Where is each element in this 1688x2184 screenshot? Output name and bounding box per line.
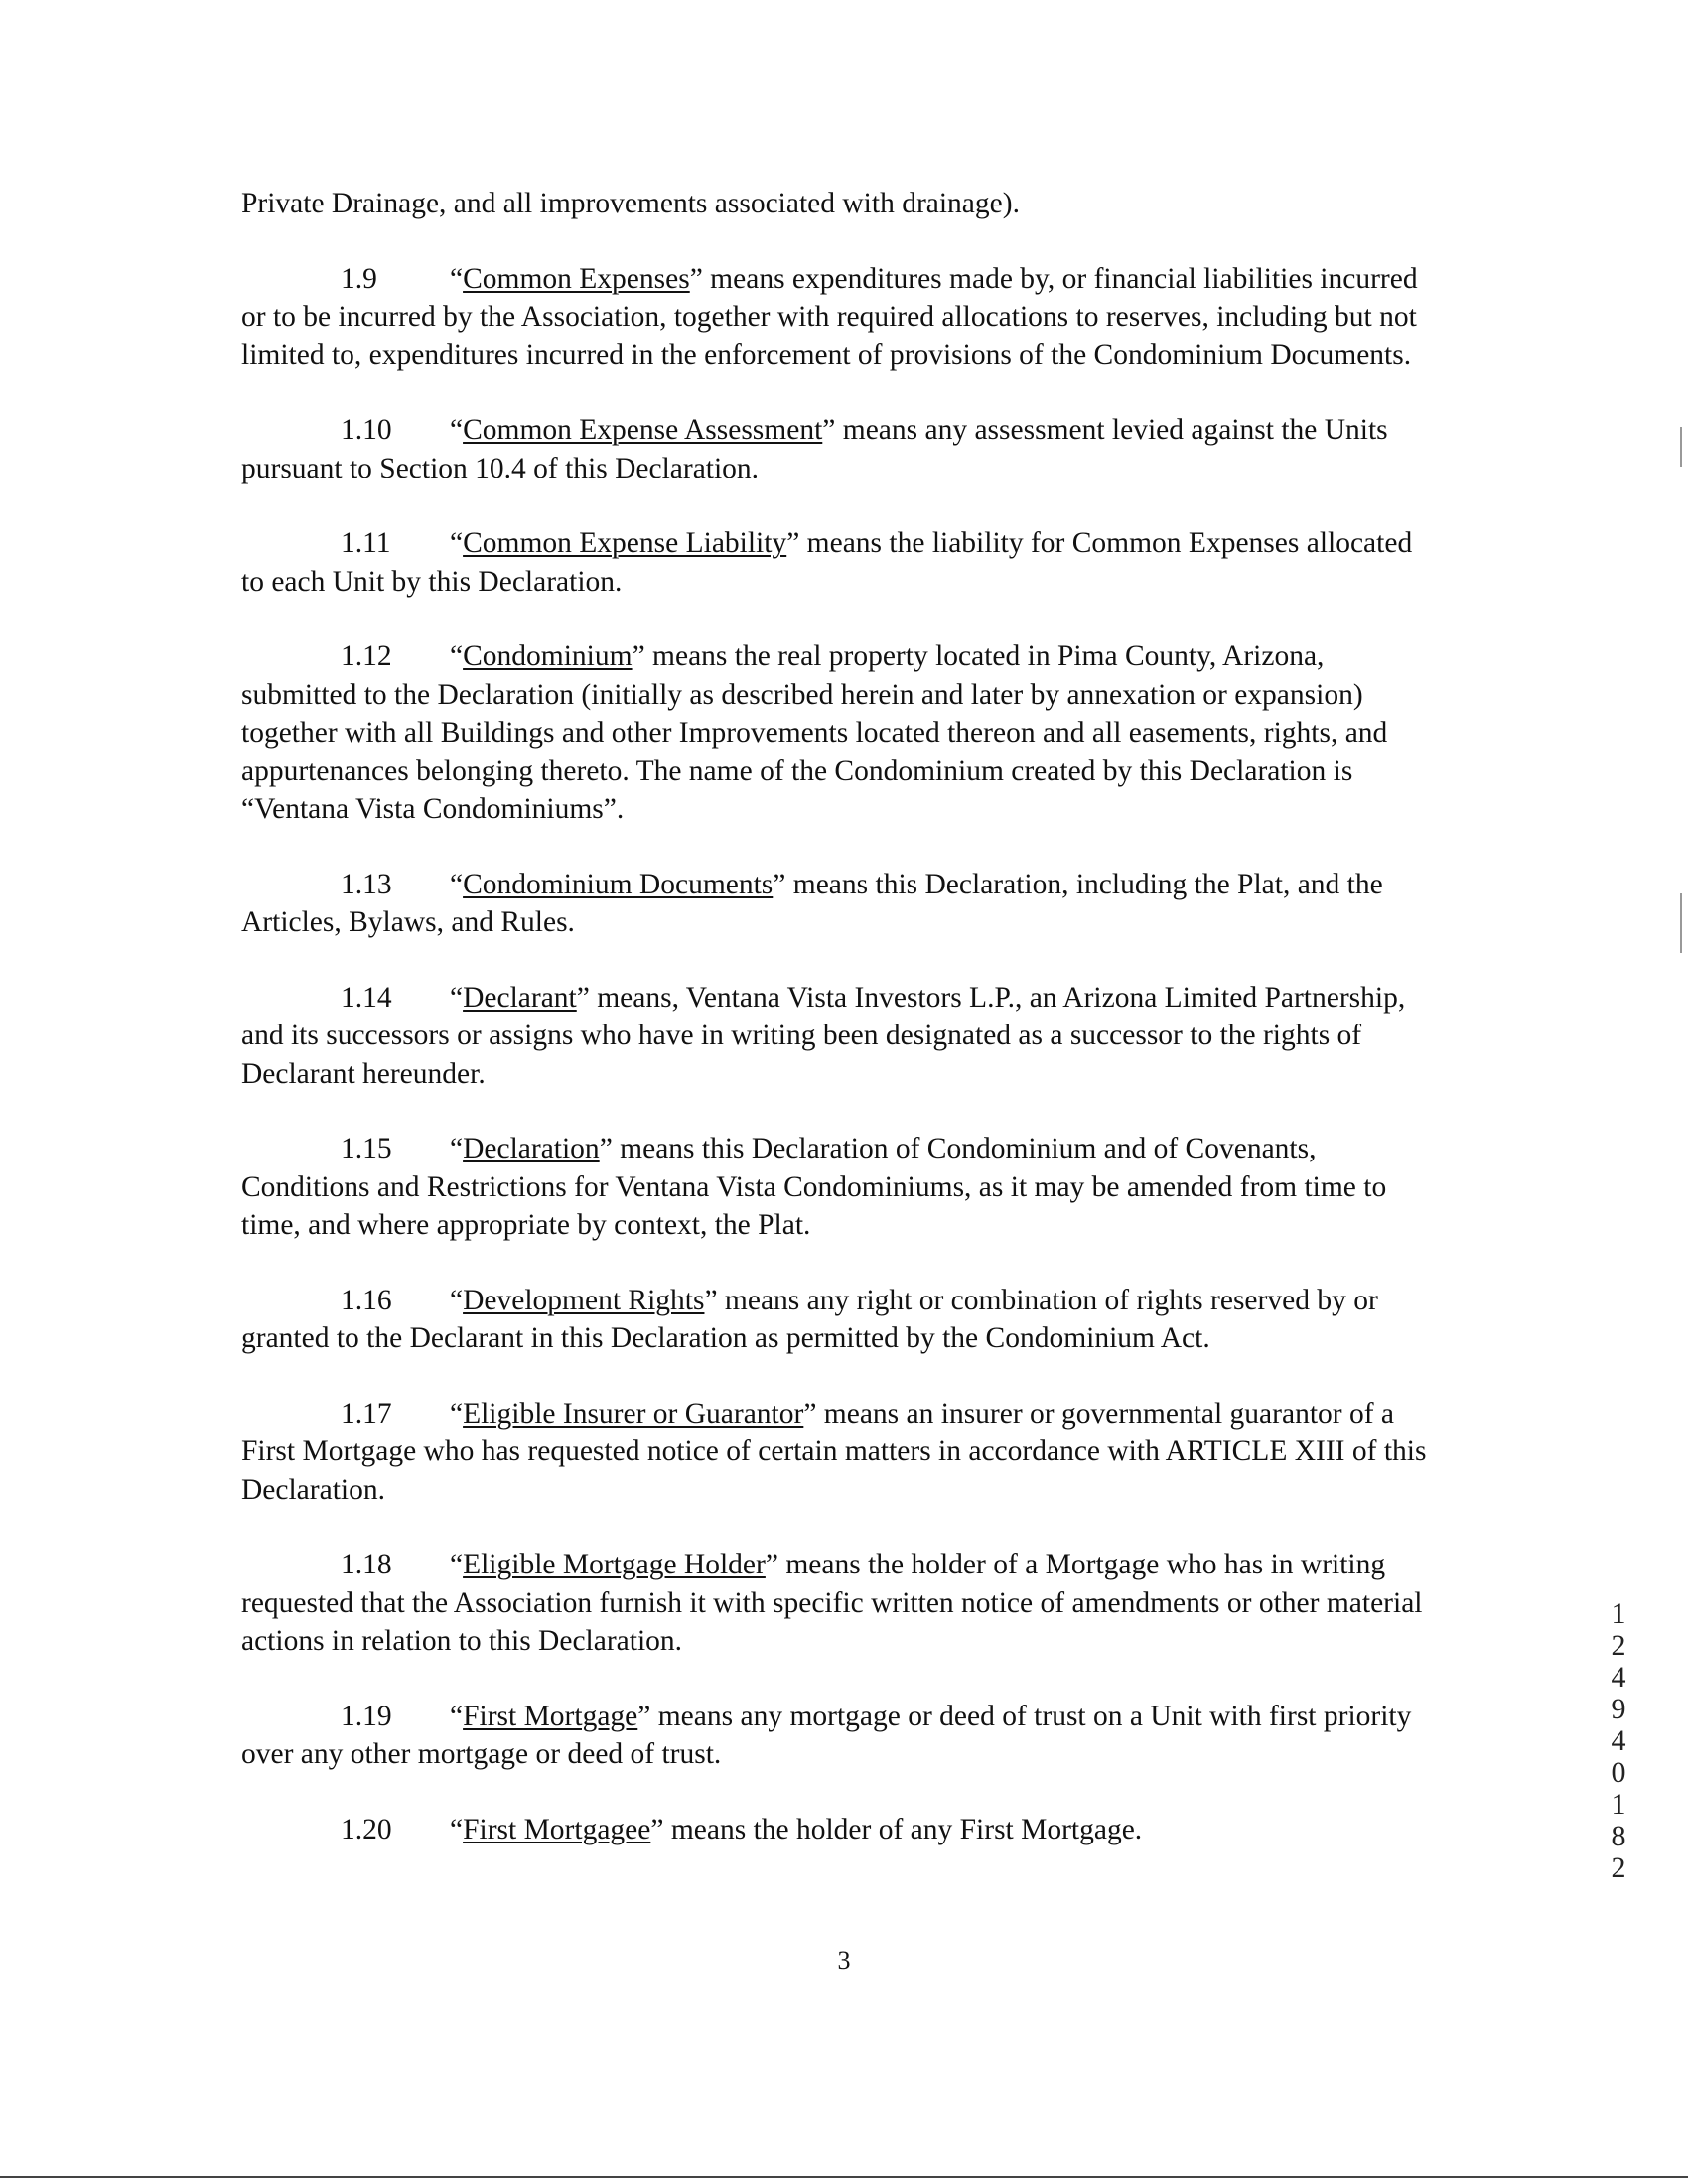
document-body <box>241 185 1433 1885</box>
scan-bottom-line <box>0 2176 1688 2178</box>
definition-text: ” means the holder of any First Mortgage. <box>650 1813 1143 1845</box>
open-quote: “ <box>450 1397 464 1430</box>
definition-number: 1.18 <box>341 1549 392 1580</box>
recording-number-stamp <box>1599 1597 1638 1884</box>
definition-text: ” means any right or combination of rights reserved by or granted to the Declarant in this Declaration as permitted by the Condominium Act. <box>241 1284 1378 1354</box>
definition-item <box>241 637 1433 829</box>
definition-item <box>241 1811 1433 1849</box>
definition-term: Condominium <box>463 640 633 672</box>
open-quote: “ <box>450 1133 464 1164</box>
definition-text: ” means this Declaration of Condominium and of Covenants, Conditions and Restrictions for Ventana Vista Condominiums, as it may be amended from time to time, and where appropriate by context, the Plat. <box>241 1133 1387 1241</box>
definition-term: Common Expenses <box>463 262 690 295</box>
definition-item <box>241 1546 1433 1661</box>
definition-number: 1.12 <box>341 640 392 672</box>
stamp-digit: 4 <box>1611 1724 1626 1757</box>
definition-number: 1.17 <box>341 1397 392 1430</box>
open-quote: “ <box>450 640 464 672</box>
definition-number: 1.13 <box>341 868 392 900</box>
definition-term: First Mortgagee <box>463 1813 651 1845</box>
definition-number: 1.9 <box>341 262 377 295</box>
stamp-digit: 0 <box>1611 1756 1626 1789</box>
open-quote: “ <box>450 1700 464 1732</box>
scan-edge-mark <box>1680 427 1682 467</box>
stamp-digit: 9 <box>1611 1693 1626 1725</box>
definition-term: Common Expense Assessment <box>463 414 823 446</box>
definition-number: 1.19 <box>341 1700 392 1732</box>
stamp-digit: 2 <box>1611 1629 1626 1662</box>
intro-paragraph: Private Drainage, and all improvements associated with drainage). <box>241 188 1020 219</box>
definition-item <box>241 866 1433 942</box>
page-number: 3 <box>837 1946 851 1975</box>
definition-term: Development Rights <box>463 1284 705 1316</box>
definition-number: 1.10 <box>341 414 392 446</box>
definition-term: Eligible Insurer or Guarantor <box>463 1397 804 1430</box>
definition-text: ” means any mortgage or deed of trust on a Unit with first priority over any other mortgage or deed of trust. <box>241 1700 1412 1770</box>
definition-term: First Mortgage <box>463 1700 638 1732</box>
open-quote: “ <box>450 1284 464 1316</box>
scan-edge-mark <box>1680 893 1682 953</box>
definition-text: ” means expenditures made by, or financial liabilities incurred or to be incurred by the Association, together with required allocations to reserves, including but not limited to, expenditures incurred in the enforcement of provisions of the Condominium Documents. <box>241 262 1418 371</box>
definition-term: Eligible Mortgage Holder <box>463 1549 766 1580</box>
definition-number: 1.15 <box>341 1133 392 1164</box>
stamp-digit: 8 <box>1611 1820 1626 1852</box>
definition-text: ” means the holder of a Mortgage who has in writing requested that the Association furnish it with specific written notice of amendments or other material actions in relation to this Declaration. <box>241 1549 1423 1657</box>
stamp-digit: 4 <box>1611 1661 1626 1694</box>
definition-text: ” means, Ventana Vista Investors L.P., an Arizona Limited Partnership, and its successors or assigns who have in writing been designated as a successor to the rights of Declarant hereunder. <box>241 981 1406 1090</box>
open-quote: “ <box>450 868 464 900</box>
definition-item <box>241 411 1433 487</box>
stamp-digit: 2 <box>1611 1851 1626 1884</box>
stamp-digit: 1 <box>1611 1597 1626 1630</box>
stamp-digit: 1 <box>1611 1788 1626 1821</box>
definition-item <box>241 1282 1433 1358</box>
definition-item <box>241 979 1433 1094</box>
open-quote: “ <box>450 1549 464 1580</box>
definition-term: Declaration <box>463 1133 600 1164</box>
open-quote: “ <box>450 1813 464 1845</box>
definition-text: ” means this Declaration, including the Plat, and the Articles, Bylaws, and Rules. <box>241 868 1383 938</box>
definition-text: ” means any assessment levied against the Units pursuant to Section 10.4 of this Declaration. <box>241 414 1388 484</box>
open-quote: “ <box>450 262 464 295</box>
definitions-list <box>241 260 1433 1849</box>
definition-number: 1.16 <box>341 1284 392 1316</box>
definition-term: Common Expense Liability <box>463 527 787 559</box>
definition-item <box>241 1130 1433 1245</box>
definition-number: 1.14 <box>341 981 392 1014</box>
open-quote: “ <box>450 981 464 1014</box>
definition-item <box>241 260 1433 375</box>
definition-item <box>241 524 1433 601</box>
definition-term: Condominium Documents <box>463 868 774 900</box>
definition-term: Declarant <box>463 981 577 1014</box>
definition-text: ” means the liability for Common Expenses allocated to each Unit by this Declaration. <box>241 527 1413 598</box>
open-quote: “ <box>450 414 464 446</box>
definition-item <box>241 1395 1433 1510</box>
definition-text: ” means the real property located in Pima County, Arizona, submitted to the Declaration (initially as described herein and later by annexation or expansion) together with all Buildings and other Improvements located thereon and all easements, rights, and appurtenances belonging thereto. The name of the Condominium created by this Declaration is “Ventana Vista Condominiums”. <box>241 640 1388 825</box>
open-quote: “ <box>450 527 464 559</box>
definition-item <box>241 1698 1433 1774</box>
definition-text: ” means an insurer or governmental guarantor of a First Mortgage who has requested notice of certain matters in accordance with ARTICLE XIII of this Declaration. <box>241 1397 1427 1506</box>
definition-number: 1.20 <box>341 1813 392 1845</box>
definition-number: 1.11 <box>341 527 391 559</box>
